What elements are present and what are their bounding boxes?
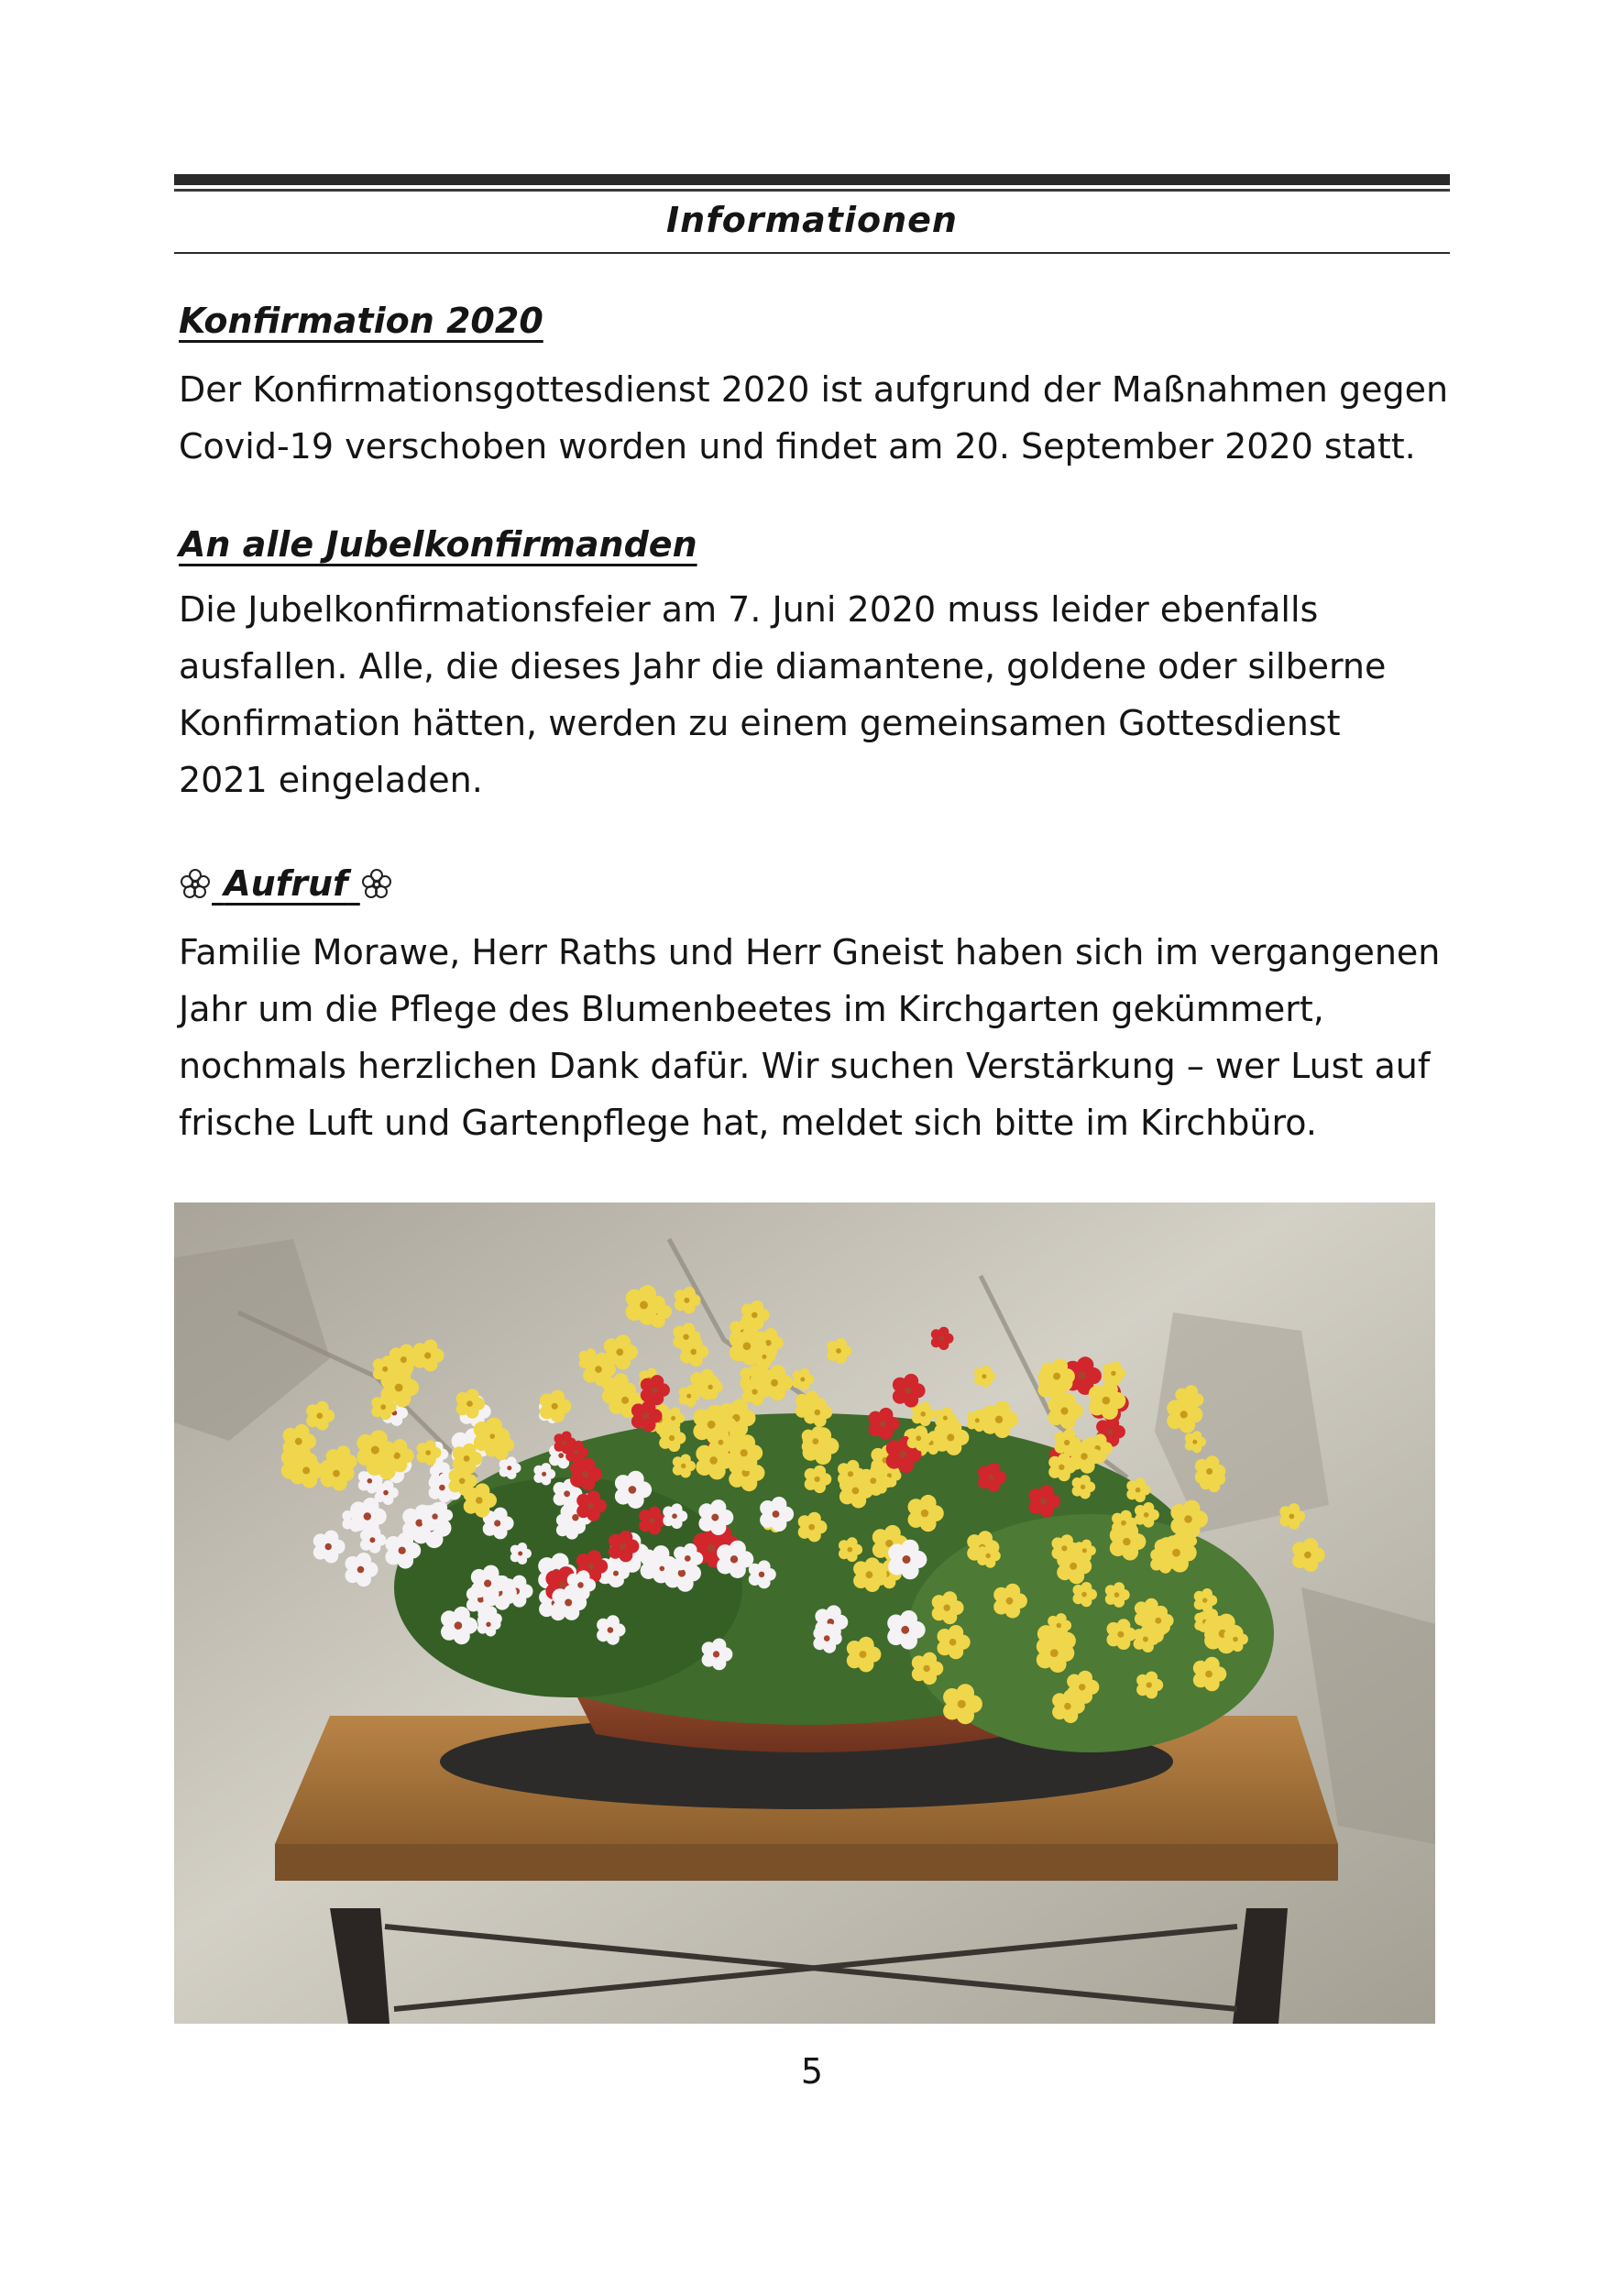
heading-aufruf: Aufruf xyxy=(224,863,348,904)
text-line: 2021 eingeladen. xyxy=(179,760,483,800)
text-line: Der Konfirmationsgottesdienst 2020 ist aufgrund der Maßnahmen gegen xyxy=(179,369,1449,410)
text-line: frische Luft und Gartenpflege hat, meldet sich bitte im Kirchbüro. xyxy=(179,1103,1317,1143)
paragraph-aufruf xyxy=(179,924,1462,1151)
text-line: Familie Morawe, Herr Raths und Herr Gneist haben sich im vergangenen xyxy=(179,932,1441,972)
flower-icon xyxy=(360,867,393,900)
header-bottom-rule xyxy=(174,252,1450,254)
text-line: Covid-19 verschoben worden und findet am 20. September 2020 statt. xyxy=(179,426,1416,467)
page-number: 5 xyxy=(800,2051,824,2092)
flower-icon xyxy=(179,867,212,900)
table-edge xyxy=(275,1844,1338,1881)
paragraph-jubelkonfirmanden xyxy=(179,581,1462,808)
heading-jubelkonfirmanden: An alle Jubelkonfirmanden xyxy=(179,524,697,565)
text-line: nochmals herzlichen Dank dafür. Wir suchen Verstärkung – wer Lust auf xyxy=(179,1046,1431,1086)
paragraph-konfirmation xyxy=(179,361,1462,475)
flower-photo-drawing xyxy=(174,1202,1435,2024)
text-line: Konfirmation hätten, werden zu einem gemeinsamen Gottesdienst xyxy=(179,703,1341,743)
header-thick-rule xyxy=(174,174,1450,185)
header-rule xyxy=(174,189,1450,192)
flower-photo xyxy=(174,1202,1435,2024)
heading-konfirmation: Konfirmation 2020 xyxy=(179,301,543,341)
text-line: Jahr um die Pflege des Blumenbeetes im Kirchgarten gekümmert, xyxy=(179,989,1324,1029)
heading-aufruf-row xyxy=(179,863,393,904)
text-line: Die Jubelkonfirmationsfeier am 7. Juni 2020 muss leider ebenfalls xyxy=(179,589,1319,630)
text-line: ausfallen. Alle, die dieses Jahr die diamantene, goldene oder silberne xyxy=(179,646,1387,686)
section-title: Informationen xyxy=(666,200,958,240)
